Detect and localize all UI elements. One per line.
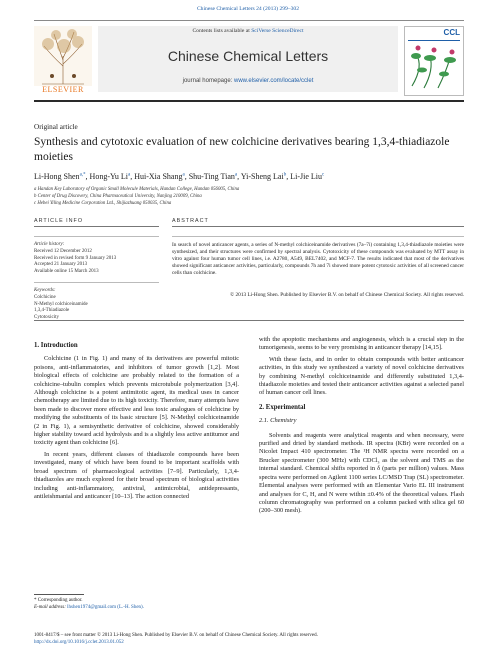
author-name: Shu-Ting Tian [188,172,235,181]
masthead-center-panel [98,26,398,92]
journal-cover [404,26,464,96]
intro-paragraph-1: Colchicine (1 in Fig. 1) and many of its derivatives are powerful mitotic poisons, anti-inflammatories, and inhibitors of tumor growth [1,2]. Most biological effects of colchicine are probably related to the formation of a colchicine–tubulin complex which prevents microtubule polymerization [3,4]. Although colchicine is a potent antimitotic agent, its medical uses in cancer chemotherapy are limited due to its high toxicity. Therefore, many attempts have been made to discover more effective and less toxic analogues of colchicine by modifying the substituents of its basic structure [5]. N-Methyl colchiceinamide (2 in Fig. 1), a semisynthetic derivative of colchicine, showed considerably higher stability toward acid hydrolysis and is a slightly less active antitumor and toxicity agent than colchicine [6]. [34,355,239,447]
publisher-wordmark: ELSEVIER [42,85,84,94]
email-line [34,604,254,611]
author-email-link[interactable]: lhshen1974@gmail.com (L.-H. Shen). [67,605,144,610]
abstract-top-rule [172,236,464,237]
elsevier-tree-icon [34,26,92,86]
author-list: Li-Hong Shen$^{a,*}$, Hong-Yu Li$^a$, Hui-Xia Shang$^a$, Shu-Ting Tian$^a$, Yi-Sheng Lai$^b$, Li-Jie Liu$^c$ [34,172,325,181]
email-label: E-mail address: [34,605,68,610]
history-item: Received in revised form 9 January 2013 [34,255,117,261]
keywords-block [34,288,159,322]
chemistry-paragraph: Solvents and reagents were analytical reagents and when necessary, were purified and dried by standard methods. IR spectra (KBr) were recorded on a Nicolet Impact 410 spectrometer. The ¹H NMR spectra were recorded on a Brucker spectrometer (300 MHz) with CDCl₃ as the solvent and TMS as the internal standard. Chemical shifts reported in δ (parts per million) values. Mass spectra were performed on Agilent 1100 series LC/MSD Trap (SL) spectrometer. Elemental analyses were performed with an Elementar Vario EL III instrument and analyses for C, H, and N were within ±0.4% of the theoretical values. Flash column chromatography was performed on a column packed with silica gel 60 (200–300 mesh). [259,431,464,515]
footnote-rule [34,594,84,595]
journal-name: Chinese Chemical Letters [167,48,329,64]
intro-paragraph-2: In recent years, different classes of thiadiazole compounds have been investigated, many of which have been found to be important scaffolds with broad spectrum of pharmacological activities [7–9]. Particularly, 1,3,4-thiadiazoles are much explored for their broad spectrum of biological activities including anti-inflammatory, antiviral, antimicrobial, antidepressants, antileishmanial and anticancer [10–13]. The action connected [34,450,239,500]
keywords-top-rule [34,282,159,283]
author-name: Hui-Xia Shang [134,172,183,181]
homepage-link[interactable]: www.elsevier.com/locate/cclet [234,78,314,84]
doi-link[interactable]: http://dx.doi.org/10.1016/j.cclet.2013.01.052 [34,640,124,645]
keyword-item: Colchicine [34,294,56,300]
journal-homepage-line [98,78,398,84]
corresponding-author-note [34,597,254,611]
intro-paragraph-3: with the apoptotic mechanisms and angiogenesis, which is a crucial step in the tumorigenesis, seems to be very promising in anticancer therapy [14,15]. [259,336,464,352]
history-label: Article history: [34,242,65,247]
author-name: Li-Hong Shen [34,172,80,181]
article-info-rule [34,226,159,227]
history-list [34,249,159,276]
author-affiliation-marker[interactable]: a [182,172,185,178]
keyword-item: 1,3,4-Thiadiazole [34,308,70,314]
cover-label: CCL [443,28,460,37]
elsevier-logo [34,26,92,96]
keywords-label: Keywords: [34,288,56,293]
keywords-list [34,295,159,322]
affiliation-line: b Center of Drug Discovery, China Pharmaceutical University, Nanjing 210009, China [34,194,202,199]
running-header[interactable]: Chinese Chemical Letters 24 (2013) 299–302 [196,6,300,12]
keyword-item: Cytotoxicity [34,315,59,321]
article-type: Original article [34,123,78,131]
sciencedirect-link[interactable]: SciVerse ScienceDirect [251,28,304,34]
keyword-item: N-Methyl colchiceinamide [34,301,88,307]
history-item: Accepted 21 January 2013 [34,262,88,268]
author-name: Yi-Sheng Lai [240,172,284,181]
journal-masthead [34,20,464,102]
history-top-rule [34,236,159,237]
page-footer [34,632,474,646]
affiliation-line: c Hebei Yiling Medicine Corporation Ltd., Shijiazhuang 050035, China [34,201,172,206]
left-column [34,336,239,504]
front-matter-bottom-rule [34,320,464,321]
author-affiliation-marker[interactable]: b [283,172,287,178]
article-title: Synthesis and cytotoxic evaluation of new colchicine derivatives bearing 1,3,4-thiadiazole moieties [34,136,450,163]
abstract-copyright: © 2013 Li-Hong Shen. Published by Elsevier B.V. on behalf of Chinese Chemical Society. All rights reserved. [230,292,464,298]
issn-line: 1001-8417/$ – see front matter © 2013 Li-Hong Shen. Published by Elsevier B.V. on behalf of Chinese Chemical Society. All rights reserved. [34,633,318,638]
homepage-prefix: journal homepage: [182,78,234,84]
article-history [34,242,159,276]
abstract-text: In search of novel anticancer agents, a series of N-methyl colchiceinamide derivatives (7a–7i) containing 1,3,4-thiadiazole moieties were synthesized, and their structures were confirmed by spectral analysis. Cytotoxicity of these compounds was evaluated by MTT assay in vitro against four human tumor cell lines, i.e. A2780, A549, BEL7402, and MCF-7. The results indicated that most of the derivatives showed significant anticancer activities, particularly, compounds 7h and 7i showed more potent cytotoxic activities of all screened cancer cells than colchicine. [172,242,464,277]
author-affiliation-marker[interactable]: a [128,172,131,178]
abstract-rule [172,226,464,227]
masthead-top-rule [34,20,464,21]
history-item: Received 12 December 2012 [34,248,92,254]
abstract-heading: ABSTRACT [172,218,209,224]
corresponding-label: * Corresponding author. [34,598,83,603]
affiliation-line: a Handan Key Laboratory of Organic Small Molecule Materials, Handan College, Handan 056005, China [34,187,240,192]
history-item: Available online 15 March 2013 [34,269,99,275]
intro-paragraph-4: With these facts, and in order to obtain compounds with better anticancer activities, in this study we synthesized a variety of novel colchicine derivatives by combining N-methyl colchiceinamide and differently substituted 1,3,4-thiadiazole moieties and tested their anticancer activities against a selected panel of human cancer cell lines. [259,355,464,397]
intro-heading: 1. Introduction [34,342,78,349]
author-affiliation-marker[interactable]: c [321,172,325,178]
author-affiliation-marker[interactable]: a [234,172,238,178]
masthead-bottom-rule [34,100,464,102]
author-name: Hong-Yu Li [89,172,128,181]
affiliations [34,186,464,207]
contents-prefix: Contents lists available at [192,28,252,34]
author-affiliation-marker[interactable]: a,* [79,172,86,178]
chemistry-subheading: 2.1. Chemistry [259,417,297,425]
experimental-heading: 2. Experimental [259,403,306,411]
article-info-heading: ARTICLE INFO [34,218,84,224]
author-name: Li-Jie Liu [290,172,322,181]
contents-line [98,28,398,34]
right-column [259,336,464,519]
